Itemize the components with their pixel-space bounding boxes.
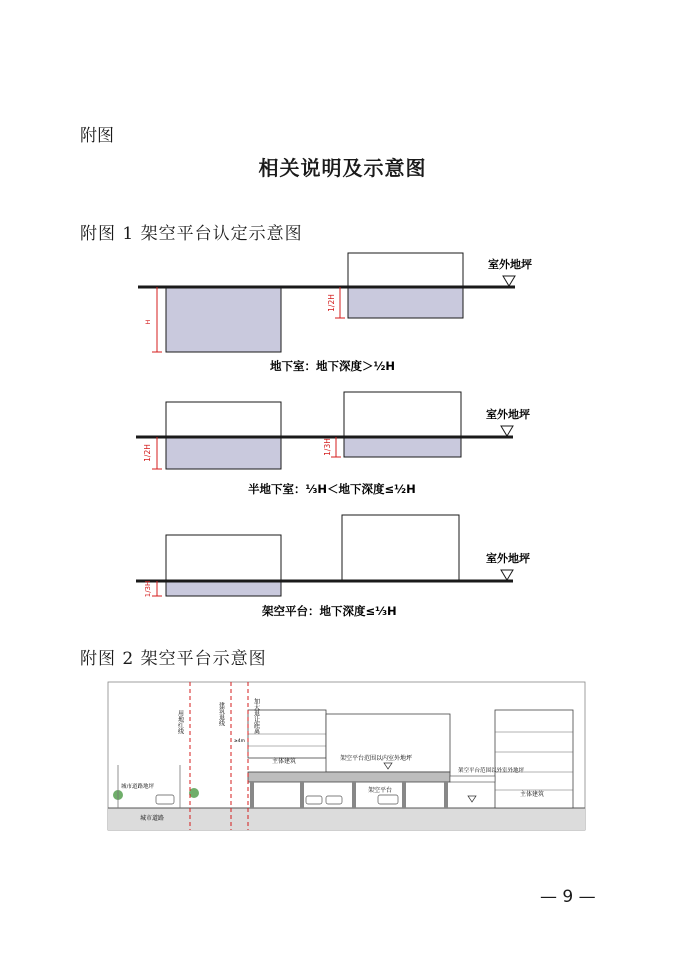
city-road-label: 城市道路 bbox=[140, 815, 165, 822]
figure1-title: 附图 1 架空平台认定示意图 bbox=[80, 224, 303, 244]
panel-semi-basement-caption: 半地下室：⅓H＜地下深度≤½H bbox=[248, 482, 416, 496]
panel-basement bbox=[138, 253, 532, 373]
page-title: 相关说明及示意图 bbox=[258, 156, 427, 180]
building-setback-line-label: 建筑退线 bbox=[217, 702, 225, 726]
land-red-line-label: 用地红线 bbox=[176, 710, 184, 734]
appendix-label: 附图 bbox=[80, 126, 114, 146]
platform-label: 架空平台 bbox=[368, 787, 393, 794]
panel-platform-caption: 架空平台：地下深度≤⅓H bbox=[262, 604, 397, 618]
city-road-ground-label: 城市道路地坪 bbox=[121, 784, 155, 790]
figure2-title: 附图 2 架空平台示意图 bbox=[80, 649, 267, 669]
left-building-below-ground bbox=[166, 287, 281, 352]
ground-section bbox=[108, 808, 585, 830]
outdoor-ground-label: 室外地坪 bbox=[486, 552, 530, 565]
increased-setback-label: 加大退让距离 bbox=[252, 698, 260, 734]
outdoor-ground-label: 室外地坪 bbox=[488, 258, 532, 271]
figure2-diagram bbox=[0, 680, 685, 840]
right-building-below-ground bbox=[348, 287, 463, 318]
platform-deck bbox=[248, 772, 450, 782]
panel-elevated-platform bbox=[136, 515, 530, 618]
panel-basement-caption: 地下室：地下深度＞½H bbox=[270, 359, 396, 373]
ground-marker-icon bbox=[501, 570, 513, 580]
platform-ground-label: 架空平台范围以内室外地坪 bbox=[340, 755, 413, 762]
figure1-diagram bbox=[0, 240, 685, 620]
half-h-label: 1/2H bbox=[327, 294, 336, 312]
main-building-left-label: 主体建筑 bbox=[272, 758, 297, 765]
page-number: — 9 — bbox=[540, 887, 596, 907]
h-label: H bbox=[144, 319, 152, 325]
setback-dimension: ≥4m bbox=[234, 739, 246, 744]
panel-semi-basement bbox=[136, 392, 530, 496]
main-building-right-label: 主体建筑 bbox=[520, 791, 545, 798]
ground-marker-icon bbox=[503, 276, 515, 286]
half-h-label: 1/2H bbox=[143, 444, 152, 462]
outside-platform-ground-label: 架空平台范围以外室外地坪 bbox=[458, 768, 525, 774]
third-h-label: 1/3H bbox=[144, 580, 152, 598]
third-h-label: 1/3H bbox=[323, 438, 332, 456]
outdoor-ground-label: 室外地坪 bbox=[486, 408, 530, 421]
ground-marker-icon bbox=[501, 426, 513, 436]
